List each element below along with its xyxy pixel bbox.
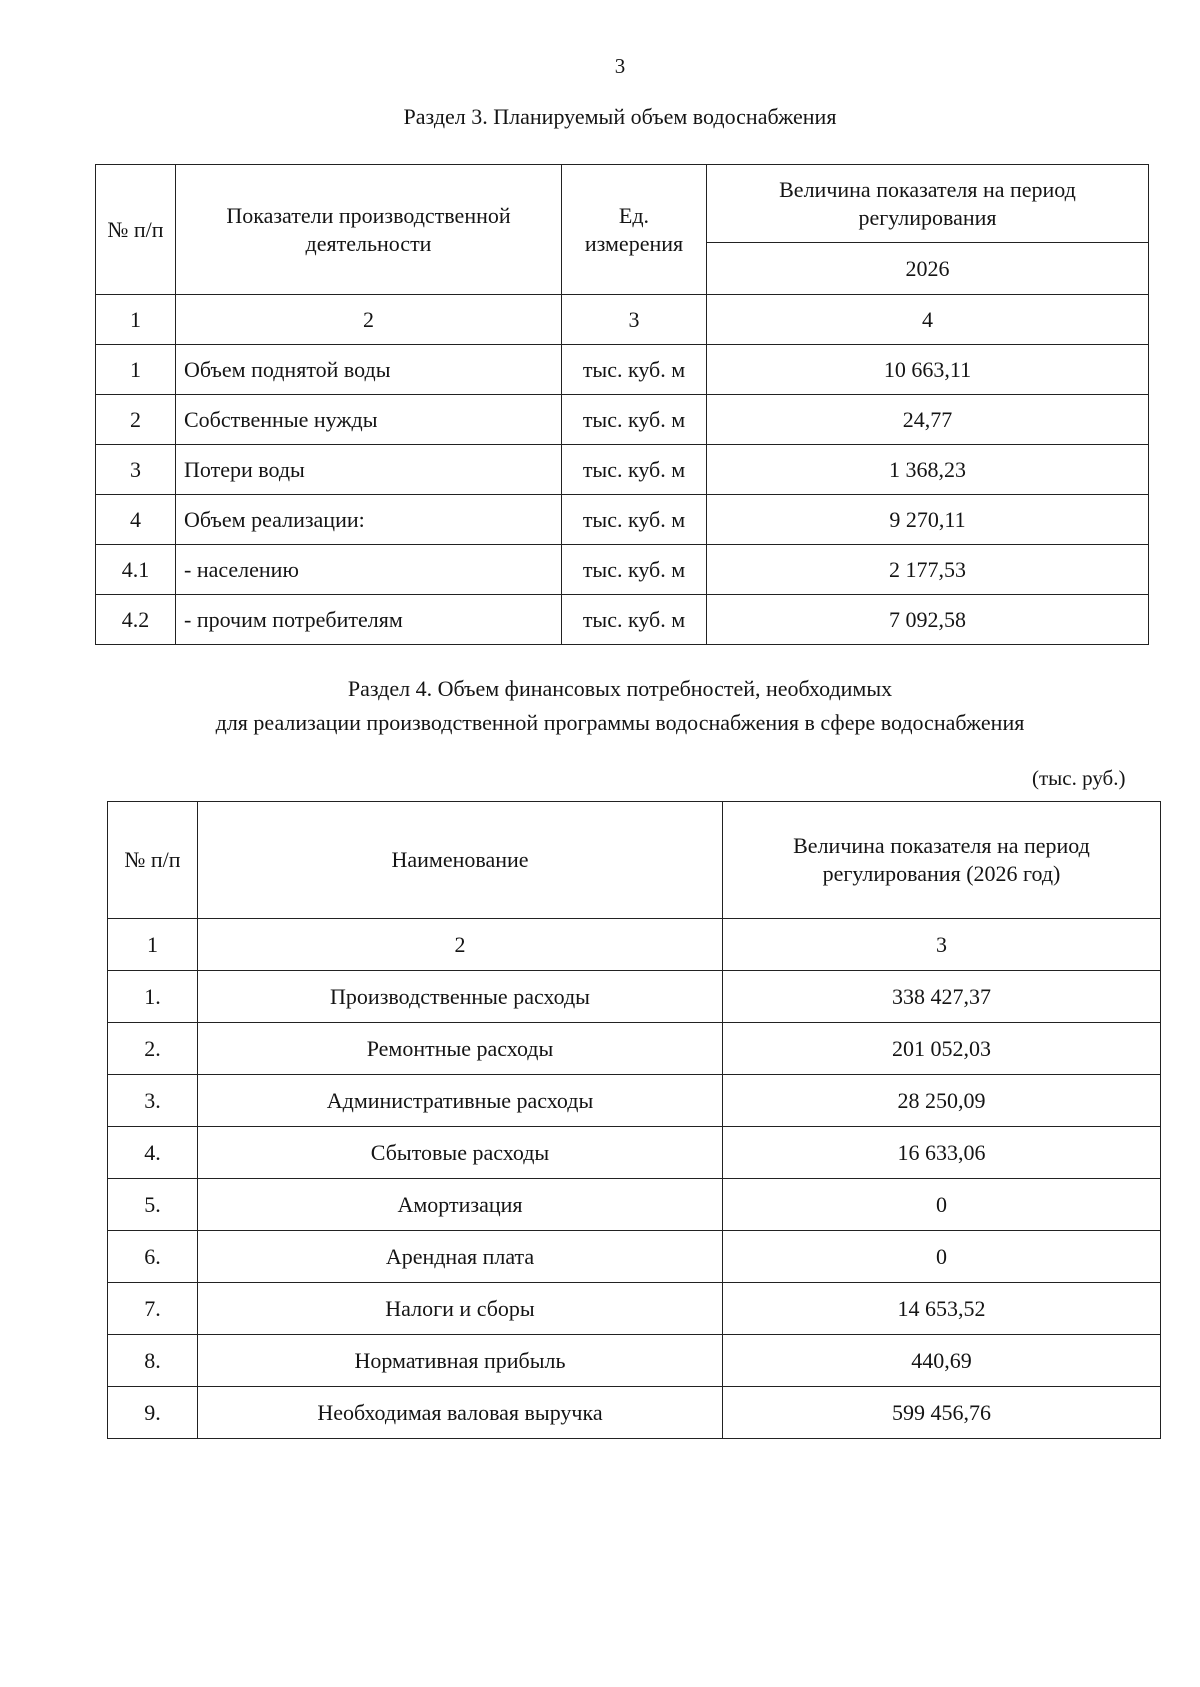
row-name: - населению: [176, 545, 562, 595]
table-row: [108, 1023, 1161, 1075]
table-row: [108, 1283, 1161, 1335]
header-value: Величина показателя на период регулирования (2026 год): [723, 802, 1161, 919]
header-num: № п/п: [108, 802, 198, 919]
row-num: 1: [96, 345, 176, 395]
header-year: 2026: [707, 243, 1149, 295]
water-volume-table: [95, 164, 1149, 645]
row-value: 28 250,09: [723, 1075, 1161, 1127]
row-num: 2: [96, 395, 176, 445]
col-number: 1: [108, 919, 198, 971]
row-unit: тыс. куб. м: [562, 395, 707, 445]
header-indicator: Показатели производственной деятельности: [176, 165, 562, 295]
table-row: [96, 595, 1149, 645]
row-value: 1 368,23: [707, 445, 1149, 495]
section4-title: [0, 672, 1200, 740]
table-row: [108, 1335, 1161, 1387]
row-value: 0: [723, 1179, 1161, 1231]
row-num: 6.: [108, 1231, 198, 1283]
units-note: (тыс. руб.): [1032, 766, 1126, 790]
col-number: 4: [707, 295, 1149, 345]
row-unit: тыс. куб. м: [562, 495, 707, 545]
row-name: - прочим потребителям: [176, 595, 562, 645]
table-row: [96, 395, 1149, 445]
table-row: [108, 1075, 1161, 1127]
row-name: Арендная плата: [198, 1231, 723, 1283]
row-value: 7 092,58: [707, 595, 1149, 645]
row-unit: тыс. куб. м: [562, 445, 707, 495]
section4-title-line2: для реализации производственной программы водоснабжения в сфере водоснабжения: [215, 710, 1025, 735]
row-name: Необходимая валовая выручка: [198, 1387, 723, 1439]
row-num: 3.: [108, 1075, 198, 1127]
header-value: Величина показателя на период регулирования: [707, 165, 1149, 243]
row-unit: тыс. куб. м: [562, 345, 707, 395]
col-number: 2: [176, 295, 562, 345]
row-unit: тыс. куб. м: [562, 545, 707, 595]
row-num: 2.: [108, 1023, 198, 1075]
row-value: 440,69: [723, 1335, 1161, 1387]
col-number: 1: [96, 295, 176, 345]
row-num: 7.: [108, 1283, 198, 1335]
row-unit: тыс. куб. м: [562, 595, 707, 645]
row-name: Налоги и сборы: [198, 1283, 723, 1335]
row-name: Собственные нужды: [176, 395, 562, 445]
financial-needs-table: [107, 801, 1161, 1439]
row-num: 3: [96, 445, 176, 495]
table-row: [108, 1231, 1161, 1283]
row-num: 4.: [108, 1127, 198, 1179]
table-row: [96, 545, 1149, 595]
table-row: [96, 345, 1149, 395]
table-row: [96, 445, 1149, 495]
row-value: 0: [723, 1231, 1161, 1283]
header-name: Наименование: [198, 802, 723, 919]
col-number: 3: [723, 919, 1161, 971]
section4-title-line1: Раздел 4. Объем финансовых потребностей, необходимых: [347, 676, 893, 701]
col-number: 3: [562, 295, 707, 345]
header-unit: Ед. измерения: [562, 165, 707, 295]
row-value: 10 663,11: [707, 345, 1149, 395]
row-num: 8.: [108, 1335, 198, 1387]
row-value: 14 653,52: [723, 1283, 1161, 1335]
header-num: № п/п: [96, 165, 176, 295]
row-num: 9.: [108, 1387, 198, 1439]
row-name: Сбытовые расходы: [198, 1127, 723, 1179]
section3-title: Раздел 3. Планируемый объем водоснабжения: [403, 104, 837, 129]
row-value: 2 177,53: [707, 545, 1149, 595]
row-value: 338 427,37: [723, 971, 1161, 1023]
row-value: 599 456,76: [723, 1387, 1161, 1439]
row-num: 4.1: [96, 545, 176, 595]
row-name: Объем поднятой воды: [176, 345, 562, 395]
row-num: 4: [96, 495, 176, 545]
row-value: 9 270,11: [707, 495, 1149, 545]
table-row: [108, 1127, 1161, 1179]
row-name: Ремонтные расходы: [198, 1023, 723, 1075]
table-row: [108, 1179, 1161, 1231]
table-row: [96, 495, 1149, 545]
table-row: [108, 971, 1161, 1023]
row-value: 201 052,03: [723, 1023, 1161, 1075]
table-row: [108, 1387, 1161, 1439]
row-value: 16 633,06: [723, 1127, 1161, 1179]
page-number: 3: [614, 54, 626, 78]
row-name: Нормативная прибыль: [198, 1335, 723, 1387]
row-value: 24,77: [707, 395, 1149, 445]
row-name: Административные расходы: [198, 1075, 723, 1127]
row-name: Амортизация: [198, 1179, 723, 1231]
row-name: Потери воды: [176, 445, 562, 495]
row-num: 5.: [108, 1179, 198, 1231]
row-num: 4.2: [96, 595, 176, 645]
row-name: Производственные расходы: [198, 971, 723, 1023]
row-num: 1.: [108, 971, 198, 1023]
col-number: 2: [198, 919, 723, 971]
row-name: Объем реализации:: [176, 495, 562, 545]
